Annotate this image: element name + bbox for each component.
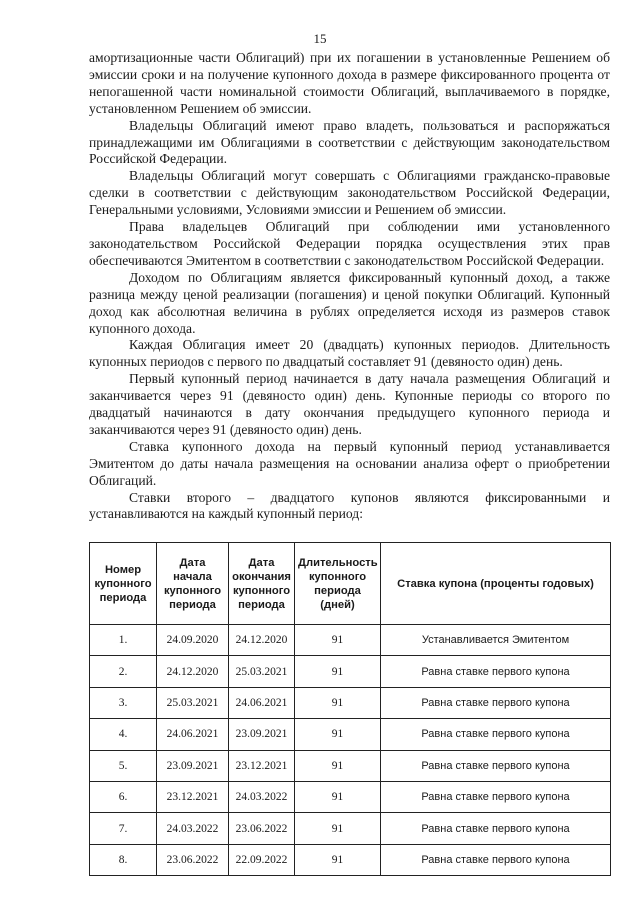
table-row	[90, 813, 611, 844]
cell-start-date: 24.06.2021	[157, 719, 229, 750]
cell-period-number: 6.	[90, 781, 157, 812]
cell-coupon-rate: Равна ставке первого купона	[381, 719, 611, 750]
cell-start-date: 25.03.2021	[157, 687, 229, 718]
table-row	[90, 656, 611, 687]
paragraph: Права владельцев Облигаций при соблюдении ими установленного законодательством Российской Федерации порядка осуществления этих прав обеспечиваются Эмитентом в соответствии с законодательством Российской Федерации.	[89, 219, 610, 268]
cell-coupon-rate: Равна ставке первого купона	[381, 656, 611, 687]
paragraph: Доходом по Облигациям является фиксированный купонный доход, а также разница между ценой реализации (погашения) и ценой покупки Облигаций. Купонный доход как абсолютная величина в рублях определяется исходя из размеров ставок купонного дохода.	[89, 269, 610, 336]
cell-duration: 91	[295, 844, 381, 875]
cell-start-date: 23.12.2021	[157, 781, 229, 812]
cell-coupon-rate: Равна ставке первого купона	[381, 813, 611, 844]
table-row	[90, 719, 611, 750]
cell-duration: 91	[295, 750, 381, 781]
paragraph: Владельцы Облигаций могут совершать с Облигациями гражданско-правовые сделки в соответствии с действующим законодательством Российской Федерации, Генеральными условиями, Условиями эмиссии и Решением об эмиссии.	[89, 168, 610, 218]
cell-start-date: 24.09.2020	[157, 625, 229, 656]
cell-end-date: 22.09.2022	[229, 844, 295, 875]
header-period-number: Номер купонного периода	[90, 543, 157, 625]
cell-duration: 91	[295, 719, 381, 750]
cell-end-date: 24.03.2022	[229, 781, 295, 812]
cell-period-number: 4.	[90, 719, 157, 750]
cell-duration: 91	[295, 625, 381, 656]
cell-start-date: 23.06.2022	[157, 844, 229, 875]
table-row	[90, 687, 611, 718]
cell-start-date: 23.09.2021	[157, 750, 229, 781]
cell-end-date: 25.03.2021	[229, 656, 295, 687]
cell-period-number: 1.	[90, 625, 157, 656]
paragraph: Первый купонный период начинается в дату начала размещения Облигаций и заканчивается через 91 (девяносто один) день. Купонные периоды со второго по двадцатый начинаются в дату окончания предыдущего купонного периода и заканчиваются через 91 (девяносто один) день.	[89, 371, 610, 437]
cell-end-date: 23.09.2021	[229, 719, 295, 750]
header-end-date: Дата окончания купонного периода	[229, 543, 295, 625]
cell-duration: 91	[295, 656, 381, 687]
body-text	[89, 50, 610, 523]
cell-period-number: 3.	[90, 687, 157, 718]
cell-end-date: 23.12.2021	[229, 750, 295, 781]
cell-coupon-rate: Равна ставке первого купона	[381, 781, 611, 812]
paragraph: амортизационные части Облигаций) при их погашении в установленные Решением об эмиссии сроки и на получение купонного дохода в размере фиксированного процента от непогашенной части номинальной стоимости Облигаций, выплачиваемого в порядке, установленном Решением об эмиссии.	[89, 50, 610, 116]
cell-coupon-rate: Равна ставке первого купона	[381, 750, 611, 781]
cell-start-date: 24.03.2022	[157, 813, 229, 844]
page-number: 15	[313, 31, 327, 46]
cell-period-number: 7.	[90, 813, 157, 844]
cell-period-number: 2.	[90, 656, 157, 687]
paragraph: Ставка купонного дохода на первый купонный период устанавливается Эмитентом до даты начала размещения на основании анализа оферт о приобретении Облигаций.	[89, 438, 610, 488]
cell-duration: 91	[295, 813, 381, 844]
paragraph: Ставки второго – двадцатого купонов являются фиксированными и устанавливаются на каждый купонный период:	[89, 489, 610, 522]
table-row	[90, 844, 611, 875]
cell-coupon-rate: Равна ставке первого купона	[381, 687, 611, 718]
cell-coupon-rate: Равна ставке первого купона	[381, 844, 611, 875]
cell-end-date: 24.12.2020	[229, 625, 295, 656]
paragraph: Каждая Облигация имеет 20 (двадцать) купонных периодов. Длительность купонных периодов с первого по двадцатый составляет 91 (девяносто один) день.	[89, 337, 610, 370]
cell-duration: 91	[295, 781, 381, 812]
table-header-row	[90, 543, 611, 625]
header-coupon-rate: Ставка купона (проценты годовых)	[381, 543, 611, 625]
table-row	[90, 625, 611, 656]
cell-period-number: 8.	[90, 844, 157, 875]
cell-coupon-rate: Устанавливается Эмитентом	[381, 625, 611, 656]
header-start-date: Дата начала купонного периода	[157, 543, 229, 625]
header-duration: Длительность купонного периода (дней)	[295, 543, 381, 625]
table-row	[90, 750, 611, 781]
coupon-table	[89, 542, 611, 876]
cell-end-date: 23.06.2022	[229, 813, 295, 844]
cell-period-number: 5.	[90, 750, 157, 781]
cell-end-date: 24.06.2021	[229, 687, 295, 718]
cell-start-date: 24.12.2020	[157, 656, 229, 687]
paragraph: Владельцы Облигаций имеют право владеть, пользоваться и распоряжаться принадлежащими им Облигациями в соответствии с действующим законодательством Российской Федерации.	[89, 117, 610, 167]
cell-duration: 91	[295, 687, 381, 718]
table-row	[90, 781, 611, 812]
